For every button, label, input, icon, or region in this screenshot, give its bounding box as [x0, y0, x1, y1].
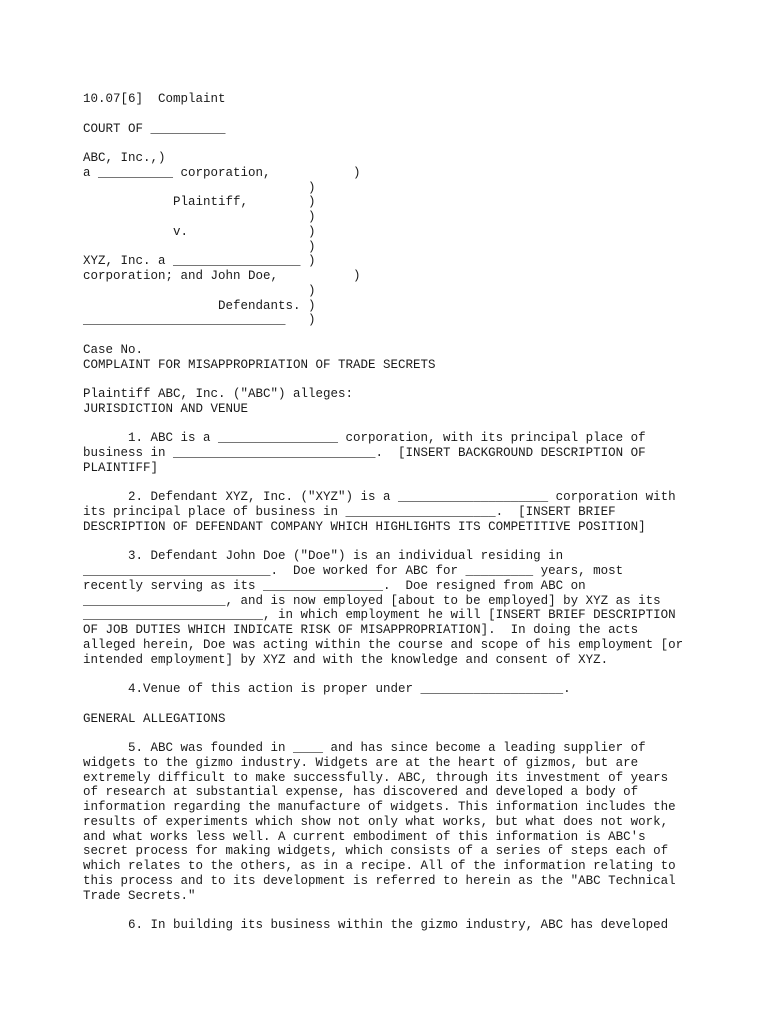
- document-line: Defendants. ): [83, 298, 316, 313]
- document-line: 5. ABC was founded in ____ and has since become a leading supplier of: [83, 741, 646, 755]
- document-page: [83, 92, 743, 933]
- document-line: DESCRIPTION OF DEFENDANT COMPANY WHICH HIGHLIGHTS ITS COMPETITIVE POSITION]: [83, 519, 646, 534]
- document-line: 4.Venue of this action is proper under ___________________.: [83, 682, 571, 696]
- document-line: secret process for making widgets, which consists of a series of steps each of: [83, 844, 669, 859]
- document-line: XYZ, Inc. a _________________ ): [83, 254, 316, 269]
- document-line: its principal place of business in ____________________. [INSERT BRIEF: [83, 505, 616, 519]
- document-line: 10.07[6] Complaint: [83, 92, 226, 106]
- document-line: of research at substantial expense, has discovered and developed a body of: [83, 785, 639, 800]
- blank-line: [83, 476, 743, 491]
- document-line: Plaintiff, ): [83, 195, 316, 210]
- document-line: alleged herein, Doe was acting within the course and scope of his employment [or: [83, 637, 684, 652]
- document-line: a __________ corporation, ): [83, 165, 361, 180]
- document-line: COMPLAINT FOR MISAPPROPRIATION OF TRADE SECRETS: [83, 357, 436, 372]
- blank-line: [83, 328, 743, 343]
- blank-line: [83, 136, 743, 151]
- document-line: recently serving as its ________________. Doe resigned from ABC on: [83, 578, 586, 593]
- document-line: 2. Defendant XYZ, Inc. ("XYZ") is a ____________________ corporation with: [83, 490, 676, 505]
- document-line: ): [83, 283, 316, 298]
- document-line: 1. ABC is a ________________ corporation, with its principal place of: [83, 431, 646, 446]
- document-line: business in ___________________________. [INSERT BACKGROUND DESCRIPTION OF: [83, 446, 646, 460]
- blank-line: [83, 535, 743, 550]
- document-line: ___________________, and is now employed [about to be employed] by XYZ as its: [83, 593, 661, 608]
- document-line: and what works less well. A current embodiment of this information is ABC's: [83, 829, 646, 844]
- document-line: results of experiments which show not only what works, but what does not work,: [83, 814, 669, 829]
- document-line: COURT OF __________: [83, 121, 226, 136]
- document-line: ): [83, 180, 316, 195]
- blank-line: [83, 903, 743, 918]
- document-line: this process and to its development is referred to herein as the "ABC Technical: [83, 873, 676, 888]
- blank-line: [83, 697, 743, 712]
- document-line: Plaintiff ABC, Inc. ("ABC") alleges:: [83, 387, 354, 401]
- document-line: 6. In building its business within the gizmo industry, ABC has developed: [83, 918, 669, 932]
- document-line: ABC, Inc.,): [83, 151, 166, 165]
- document-line: ___________________________ ): [83, 313, 316, 328]
- blank-line: [83, 667, 743, 682]
- document-line: _________________________. Doe worked for ABC for _________ years, most: [83, 564, 624, 578]
- document-line: OF JOB DUTIES WHICH INDICATE RISK OF MISAPPROPRIATION]. In doing the acts: [83, 623, 639, 637]
- document-line: intended employment] by XYZ and with the knowledge and consent of XYZ.: [83, 652, 609, 667]
- document-line: JURISDICTION AND VENUE: [83, 401, 249, 416]
- document-line: ________________________, in which employment he will [INSERT BRIEF DESCRIPTION: [83, 608, 676, 623]
- document-line: ): [83, 210, 316, 224]
- blank-line: [83, 726, 743, 741]
- document-line: Trade Secrets.": [83, 888, 196, 903]
- blank-line: [83, 417, 743, 432]
- document-line: information regarding the manufacture of widgets. This information includes the: [83, 800, 676, 814]
- document-line: PLAINTIFF]: [83, 460, 159, 475]
- document-line: ): [83, 239, 316, 254]
- document-line: extremely difficult to make successfully. ABC, through its investment of years: [83, 770, 669, 785]
- blank-line: [83, 372, 743, 387]
- document-line: 3. Defendant John Doe ("Doe") is an individual residing in: [83, 549, 564, 564]
- document-line: v. ): [83, 224, 316, 239]
- document-line: GENERAL ALLEGATIONS: [83, 711, 226, 726]
- document-line: corporation; and John Doe, ): [83, 269, 361, 283]
- blank-line: [83, 107, 743, 122]
- document-line: widgets to the gizmo industry. Widgets are at the heart of gizmos, but are: [83, 755, 639, 770]
- document-line: which relates to the others, as in a recipe. All of the information relating to: [83, 859, 676, 873]
- document-line: Case No.: [83, 342, 144, 357]
